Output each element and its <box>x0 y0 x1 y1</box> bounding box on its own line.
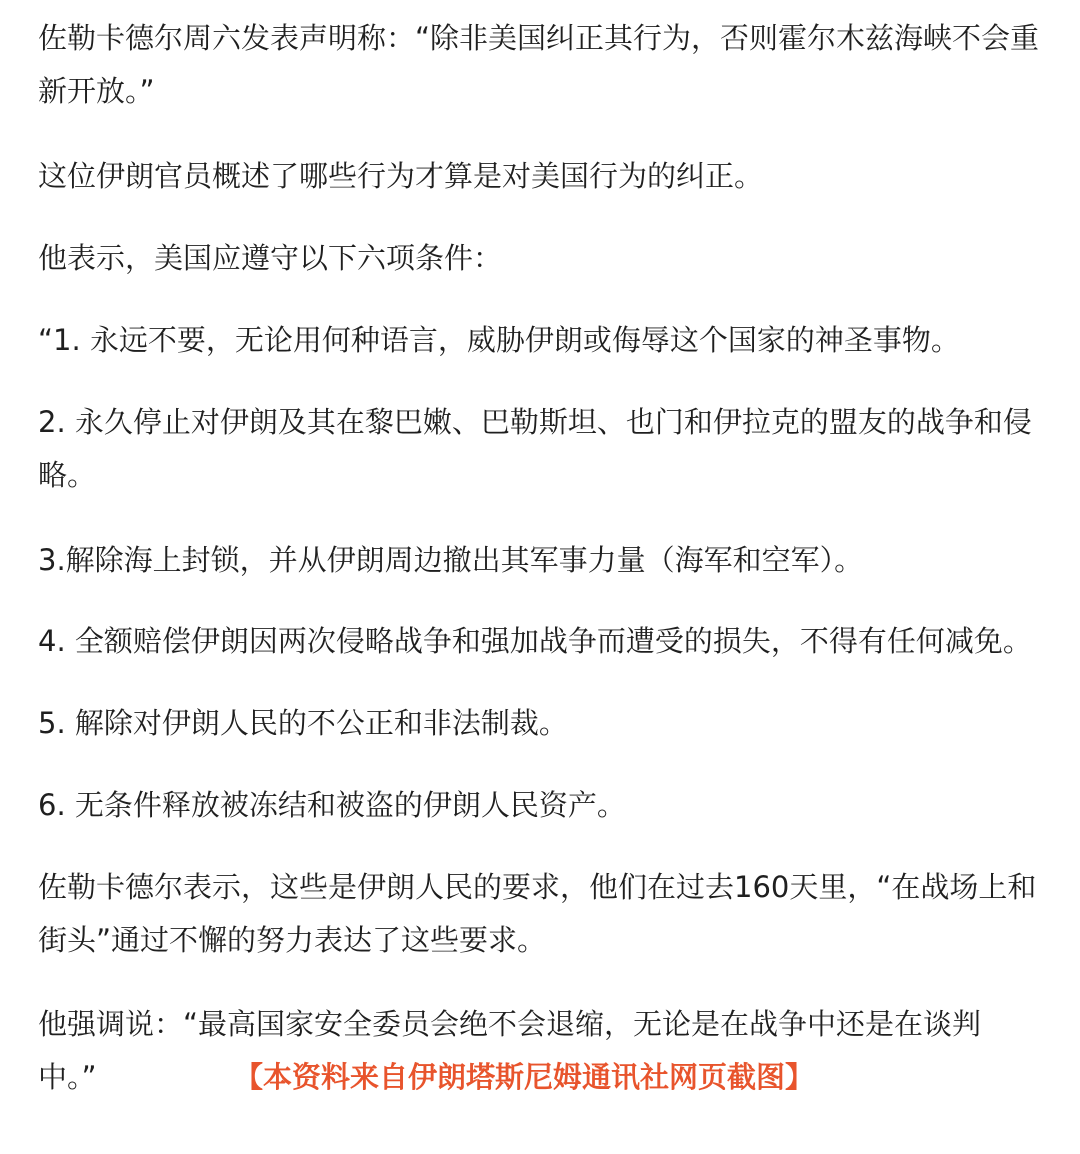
paragraph-condition-3: 3.解除海上封锁，并从伊朗周边撤出其军事力量（海军和空军）。 <box>38 543 864 577</box>
paragraph-condition-1: “1. 永远不要，无论用何种语言，威胁伊朗或侮辱这个国家的神圣事物。 <box>38 323 960 357</box>
emphasis-text: 他强调说：“最高国家安全委员会绝不会退缩，无论是在战争中还是在谈判中。” <box>38 1007 982 1094</box>
paragraph-condition-4: 4. 全额赔偿伊朗因两次侵略战争和强加战争而遭受的损失，不得有任何减免。 <box>38 624 1032 658</box>
paragraph-outline: 这位伊朗官员概述了哪些行为才算是对美国行为的纠正。 <box>38 159 764 193</box>
paragraph-condition-6: 6. 无条件释放被冻结和被盗的伊朗人民资产。 <box>38 788 626 822</box>
paragraph-condition-5: 5. 解除对伊朗人民的不公正和非法制裁。 <box>38 706 568 740</box>
paragraph-emphasis <box>38 998 1053 1104</box>
paragraph-conditions-intro: 他表示，美国应遵守以下六项条件： <box>38 241 503 275</box>
source-note: 【本资料来自伊朗塔斯尼姆通讯社网页截图】 <box>248 1060 815 1094</box>
paragraph-statement: 佐勒卡德尔周六发表声明称：“除非美国纠正其行为，否则霍尔木兹海峡不会重新开放。” <box>38 21 1040 108</box>
paragraph-demands: 佐勒卡德尔表示，这些是伊朗人民的要求，他们在过去160天里，“在战场上和街头”通过不懈的努力表达了这些要求。 <box>38 870 1037 957</box>
paragraph-condition-2: 2. 永久停止对伊朗及其在黎巴嫩、巴勒斯坦、也门和伊拉克的盟友的战争和侵略。 <box>38 405 1032 492</box>
